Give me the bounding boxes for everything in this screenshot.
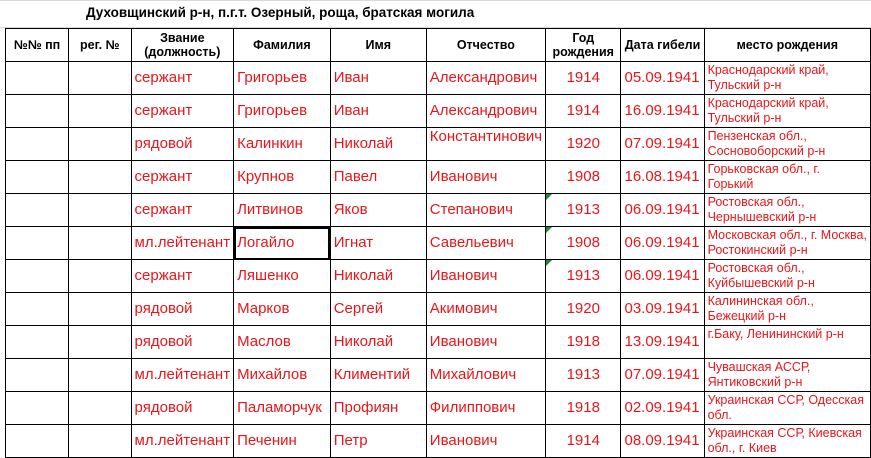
cell-surname[interactable]: Калинкин [234, 128, 331, 161]
cell-pp[interactable] [6, 260, 69, 293]
table-row [6, 161, 871, 194]
cell-pp[interactable] [6, 128, 69, 161]
table-row [6, 95, 871, 128]
cell-name[interactable]: Профиян [330, 392, 426, 425]
cell-reg[interactable] [69, 95, 132, 128]
cell-name[interactable]: Петр [330, 425, 426, 458]
cell-rank[interactable]: мл.лейтенант [131, 227, 234, 260]
cell-surname[interactable]: Маслов [234, 326, 331, 359]
cell-birth-year[interactable]: 1918 [546, 326, 621, 359]
header-pp[interactable]: №№ пп [6, 29, 69, 62]
header-reg[interactable]: рег. № [69, 29, 132, 62]
cell-surname[interactable]: Григорьев [234, 62, 331, 95]
cell-reg[interactable] [69, 227, 132, 260]
header-birthplace[interactable]: место рождения [704, 29, 870, 62]
cell-birth-year[interactable]: 1908 [546, 161, 621, 194]
cell-name[interactable]: Николай [330, 326, 426, 359]
cell-patronymic[interactable]: Иванович [426, 161, 545, 194]
cell-birthplace[interactable]: Московская обл., г. Москва, Ростокинский р-н [704, 227, 870, 260]
cell-birth-year[interactable]: 1913 [546, 260, 621, 293]
cell-birthplace[interactable]: Пензенская обл., Сосновоборский р-н [704, 128, 870, 161]
cell-surname[interactable]: Печенин [234, 425, 331, 458]
cell-pp[interactable] [6, 359, 69, 392]
cell-death-date[interactable]: 16.08.1941 [621, 161, 704, 194]
table-row [6, 194, 871, 227]
cell-name[interactable]: Яков [330, 194, 426, 227]
burial-list-table [5, 28, 871, 458]
cell-reg[interactable] [69, 194, 132, 227]
sheet-title[interactable]: Духовщинский р-н, п.г.т. Озерный, роща, братская могила [86, 5, 475, 20]
table-row [6, 326, 871, 359]
cell-reg[interactable] [69, 359, 132, 392]
cell-rank[interactable]: сержант [131, 62, 234, 95]
cell-name[interactable]: Иван [330, 95, 426, 128]
cell-death-date[interactable]: 05.09.1941 [621, 62, 704, 95]
cell-pp[interactable] [6, 425, 69, 458]
header-surname[interactable]: Фамилия [234, 29, 331, 62]
cell-name[interactable]: Николай [330, 260, 426, 293]
cell-surname[interactable]: Марков [234, 293, 331, 326]
cell-birth-year[interactable]: 1908 [546, 227, 621, 260]
table-row [6, 359, 871, 392]
cell-patronymic[interactable]: Иванович [426, 326, 545, 359]
table-row [6, 260, 871, 293]
cell-death-date[interactable]: 13.09.1941 [621, 326, 704, 359]
cell-birthplace[interactable]: Горьковская обл., г. Горький [704, 161, 870, 194]
header-row [6, 29, 871, 62]
cell-death-date[interactable]: 07.09.1941 [621, 359, 704, 392]
cell-pp[interactable] [6, 62, 69, 95]
header-rank[interactable]: Звание (должность) [131, 29, 234, 62]
cell-rank[interactable]: рядовой [131, 326, 234, 359]
cell-pp[interactable] [6, 293, 69, 326]
cell-birth-year[interactable]: 1914 [546, 95, 621, 128]
cell-birthplace[interactable]: Чувашская АССР, Янтиковский р-н [704, 359, 870, 392]
header-birth-year[interactable]: Год рождения [546, 29, 621, 62]
cell-patronymic[interactable]: Савельевич [426, 227, 545, 260]
cell-birthplace[interactable]: Украинская ССР, Киевская обл., г. Киев [704, 425, 870, 458]
cell-death-date[interactable]: 06.09.1941 [621, 194, 704, 227]
cell-birthplace[interactable]: Краснодарский край, Тульский р-н [704, 62, 870, 95]
table-row [6, 425, 871, 458]
cell-rank[interactable]: сержант [131, 95, 234, 128]
cell-reg[interactable] [69, 425, 132, 458]
cell-name[interactable]: Иван [330, 62, 426, 95]
cell-patronymic[interactable]: Константинович [426, 128, 545, 161]
cell-rank[interactable]: сержант [131, 194, 234, 227]
cell-name[interactable]: Павел [330, 161, 426, 194]
cell-death-date[interactable]: 06.09.1941 [621, 227, 704, 260]
cell-surname[interactable]: Ляшенко [234, 260, 331, 293]
cell-birthplace[interactable]: Калининская обл., Бежецкий р-н [704, 293, 870, 326]
cell-patronymic[interactable]: Михайлович [426, 359, 545, 392]
cell-reg[interactable] [69, 326, 132, 359]
cell-patronymic[interactable]: Степанович [426, 194, 545, 227]
cell-birthplace[interactable]: Украинская ССР, Одесская обл. [704, 392, 870, 425]
cell-rank[interactable]: сержант [131, 161, 234, 194]
cell-reg[interactable] [69, 260, 132, 293]
cell-reg[interactable] [69, 128, 132, 161]
cell-surname[interactable]: Паламорчук [234, 392, 331, 425]
table-row [6, 392, 871, 425]
cell-surname[interactable]: Михайлов [234, 359, 331, 392]
cell-rank[interactable]: рядовой [131, 293, 234, 326]
cell-surname[interactable]: Григорьев [234, 95, 331, 128]
cell-birth-year[interactable]: 1913 [546, 359, 621, 392]
cell-rank[interactable]: рядовой [131, 392, 234, 425]
cell-birth-year[interactable]: 1918 [546, 392, 621, 425]
cell-surname[interactable]: Логайло [234, 227, 331, 260]
cell-rank[interactable]: мл.лейтенант [131, 359, 234, 392]
cell-patronymic[interactable]: Александрович [426, 95, 545, 128]
table-row [6, 227, 871, 260]
cell-birthplace[interactable]: Ростовская обл., Чернышевский р-н [704, 194, 870, 227]
cell-birthplace[interactable]: г.Баку, Ленининский р-н [704, 326, 870, 359]
table-row [6, 293, 871, 326]
cell-pp[interactable] [6, 326, 69, 359]
cell-reg[interactable] [69, 392, 132, 425]
cell-death-date[interactable]: 03.09.1941 [621, 293, 704, 326]
cell-birthplace[interactable]: Ростовская обл., Куйбышевский р-н [704, 260, 870, 293]
header-name[interactable]: Имя [330, 29, 426, 62]
cell-birth-year[interactable]: 1914 [546, 62, 621, 95]
cell-pp[interactable] [6, 161, 69, 194]
cell-patronymic[interactable]: Иванович [426, 425, 545, 458]
cell-patronymic[interactable]: Акимович [426, 293, 545, 326]
cell-surname[interactable]: Литвинов [234, 194, 331, 227]
cell-birth-year[interactable]: 1914 [546, 425, 621, 458]
header-patronymic[interactable]: Отчество [426, 29, 545, 62]
cell-name[interactable]: Сергей [330, 293, 426, 326]
cell-birthplace[interactable]: Краснодарский край, Тульский р-н [704, 95, 870, 128]
header-death-date[interactable]: Дата гибели [621, 29, 704, 62]
cell-patronymic[interactable]: Александрович [426, 62, 545, 95]
cell-patronymic[interactable]: Иванович [426, 260, 545, 293]
cell-birth-year[interactable]: 1913 [546, 194, 621, 227]
cell-pp[interactable] [6, 95, 69, 128]
table-row [6, 62, 871, 95]
cell-reg[interactable] [69, 161, 132, 194]
cell-birth-year[interactable]: 1920 [546, 128, 621, 161]
cell-patronymic[interactable]: Филиппович [426, 392, 545, 425]
cell-rank[interactable]: рядовой [131, 128, 234, 161]
cell-pp[interactable] [6, 194, 69, 227]
cell-surname[interactable]: Крупнов [234, 161, 331, 194]
cell-death-date[interactable]: 02.09.1941 [621, 392, 704, 425]
cell-birth-year[interactable]: 1920 [546, 293, 621, 326]
cell-pp[interactable] [6, 227, 69, 260]
cell-name[interactable]: Николай [330, 128, 426, 161]
cell-name[interactable]: Климентий [330, 359, 426, 392]
cell-death-date[interactable]: 08.09.1941 [621, 425, 704, 458]
cell-reg[interactable] [69, 293, 132, 326]
cell-death-date[interactable]: 07.09.1941 [621, 128, 704, 161]
cell-death-date[interactable]: 16.09.1941 [621, 95, 704, 128]
cell-rank[interactable]: мл.лейтенант [131, 425, 234, 458]
cell-rank[interactable]: сержант [131, 260, 234, 293]
cell-name[interactable]: Игнат [330, 227, 426, 260]
cell-pp[interactable] [6, 392, 69, 425]
table-row [6, 128, 871, 161]
cell-reg[interactable] [69, 62, 132, 95]
cell-death-date[interactable]: 06.09.1941 [621, 260, 704, 293]
